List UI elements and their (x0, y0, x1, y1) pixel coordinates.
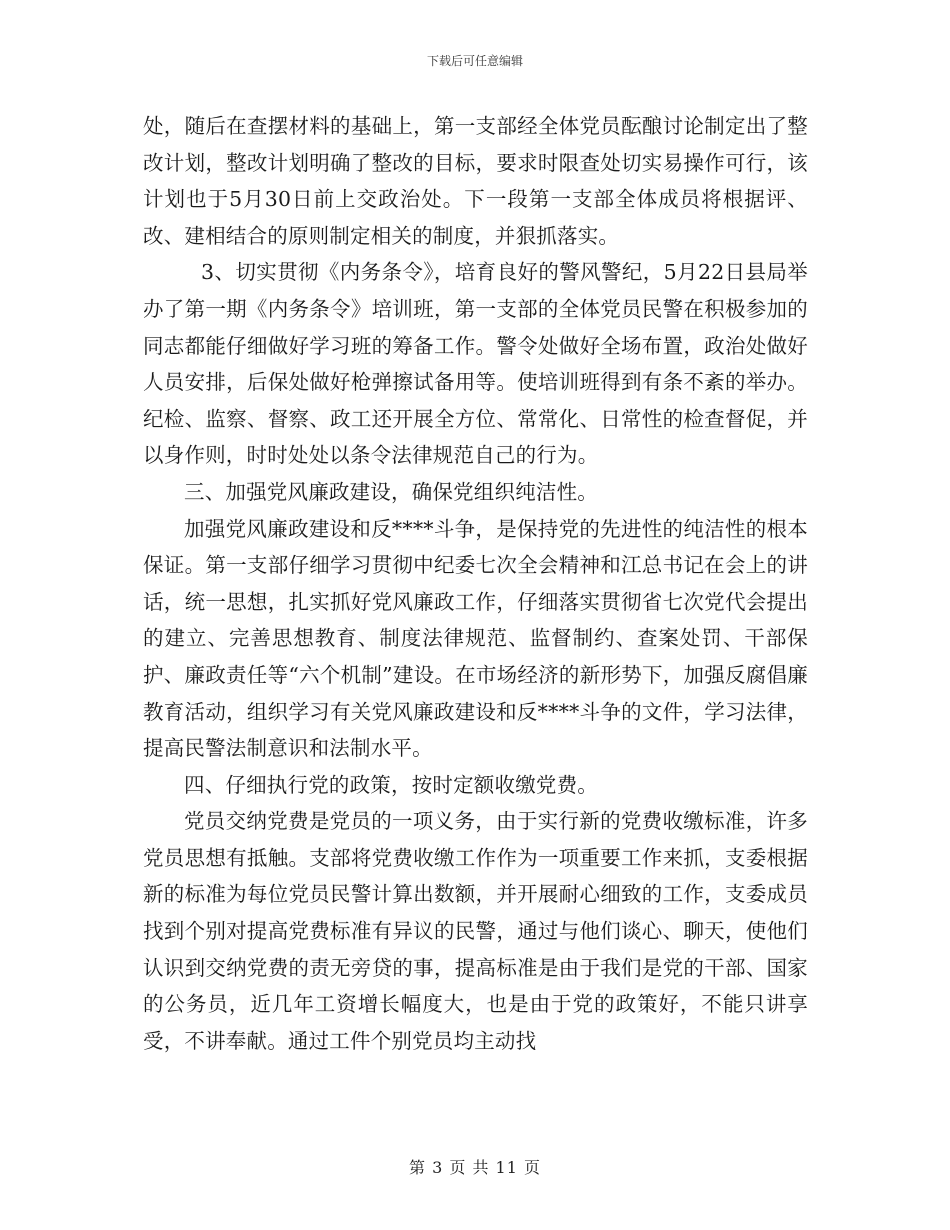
page-header-note: 下载后可任意编辑 (426, 54, 523, 68)
paragraph-party-dues: 党员交纳党费是党员的一项义务，由于实行新的党费收缴标准，许多党员思想有抵触。支部将党费收缴工作作为一项重要工作来抓，支委根据新的标准为每位党员民警计算出数额，并开展耐心细致的工作，支委成员找到个别对提高党费标准有异议的民警，通过与他们谈心、聊天，使他们认识到交纳党费的责无旁贷的事，提高标准是由于我们是党的干部、国家的公务员，近几年工资增长幅度大，也是由于党的政策好，不能只讲享受，不讲奉献。通过工件个别党员均主动找 (143, 809, 808, 1053)
paragraph-anti-corruption: 加强党风廉政建设和反****斗争，是保持党的先进性的纯洁性的根本保证。第一支部仔细学习贯彻中纪委七次全会精神和江总书记在会上的讲话，统一思想，扎实抓好党风廉政工作，仔细落实贯彻省七次党代会提出的建立、完善思想教育、制度法律规范、监督制约、查案处罚、干部保护、廉政责任等“六个机制”建设。在市场经济的新形势下，加强反腐倡廉教育活动，组织学习有关党风廉政建设和反****斗争的文件，学习法律，提高民警法制意识和法制水平。 (143, 516, 808, 761)
section-heading-4: 四、仔细执行党的政策，按时定额收缴党费。 (184, 772, 598, 797)
document-body (143, 108, 808, 1059)
page-number: 第 3 页 共 11 页 (409, 1158, 541, 1177)
section-heading-3: 三、加强党风廉政建设，确保党组织纯洁性。 (184, 479, 598, 504)
paragraph-item-3: 3、切实贯彻《内务条令》，培育良好的警风警纪，5月22日县局举办了第一期《内务条令》培训班，第一支部的全体党员民警在积极参加的同志都能仔细做好学习班的筹备工作。警令处做好全场布置，政治处做好人员安排，后保处做好枪弹擦试备用等。使培训班得到有条不紊的举办。纪检、监察、督察、政工还开展全方位、常常化、日常性的检查督促，并以身作则，时时处处以条令法律规范自己的行为。 (143, 260, 808, 468)
paragraph-continuation: 处，随后在查摆材料的基础上，第一支部经全体党员酝酿讨论制定出了整改计划，整改计划明确了整改的目标，要求时限查处切实易操作可行，该计划也于5月30日前上交政治处。下一段第一支部全体成员将根据评、改、建相结合的原则制定相关的制度，并狠抓落实。 (143, 114, 808, 248)
